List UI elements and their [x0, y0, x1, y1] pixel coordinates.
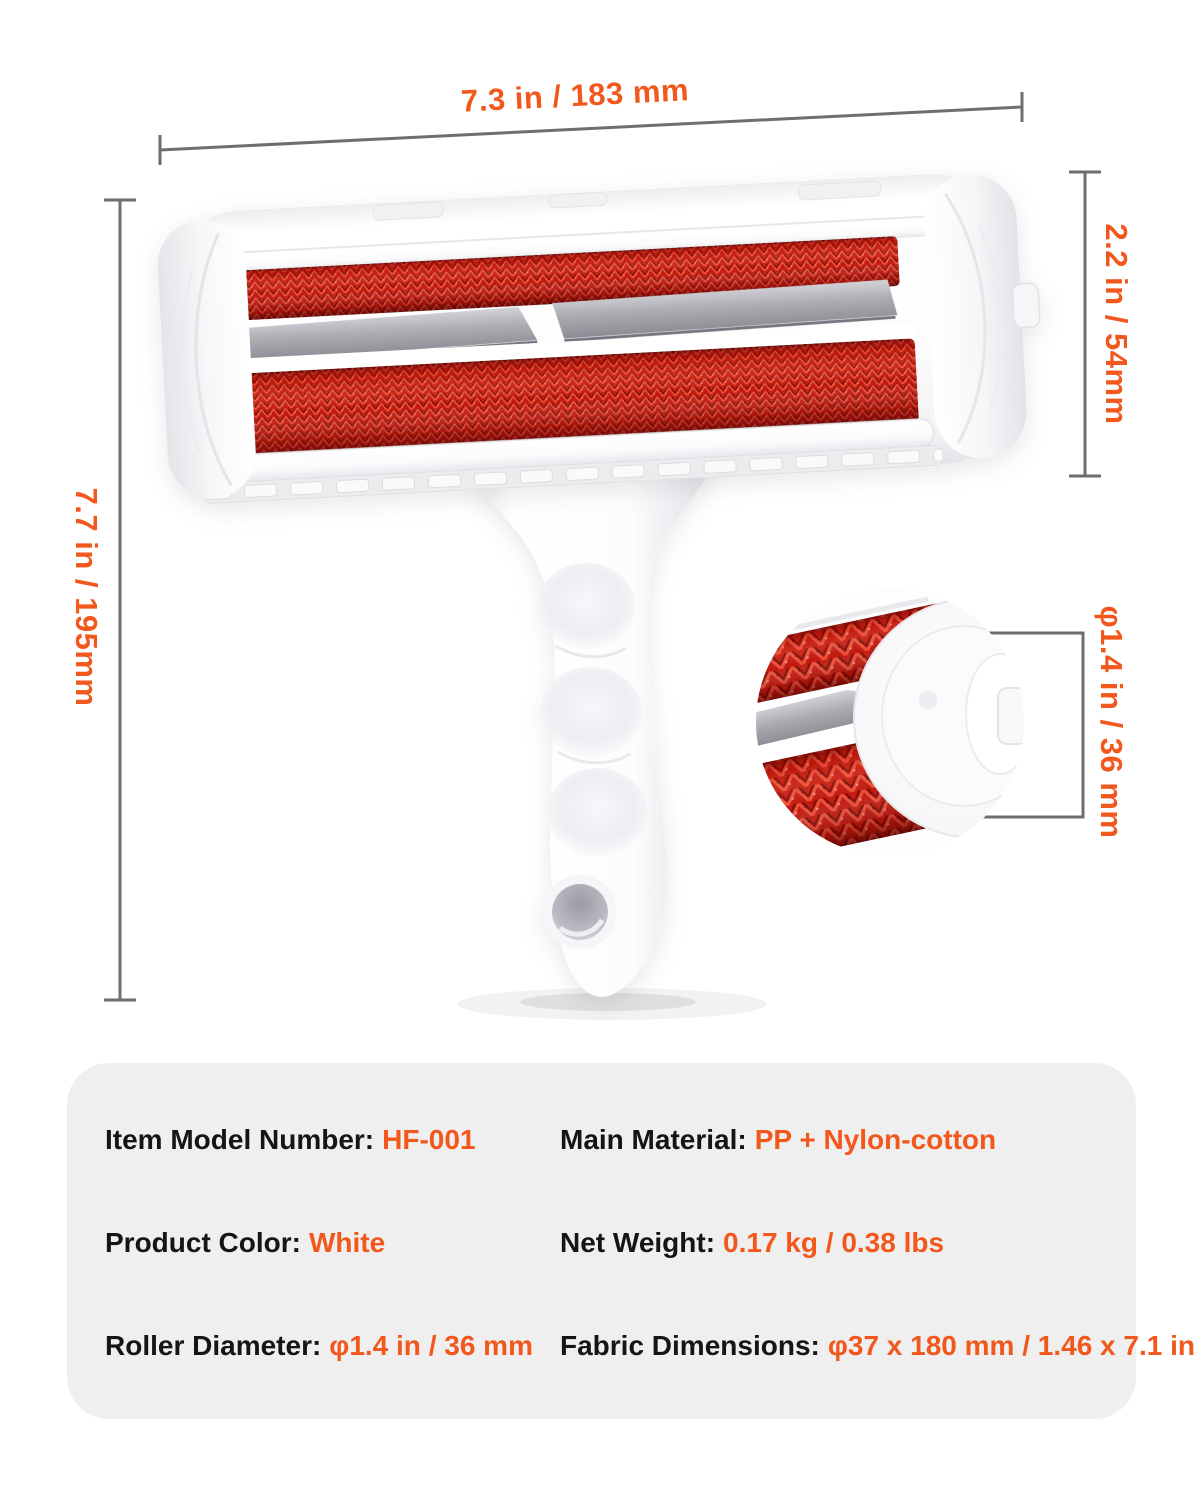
spec-label: Main Material:	[560, 1124, 747, 1155]
spec-item-roller-diameter	[105, 1329, 560, 1432]
dimension-roller-height-line	[1069, 172, 1101, 476]
spec-value: 0.17 kg / 0.38 lbs	[723, 1227, 945, 1258]
spec-value: HF-001	[382, 1124, 476, 1155]
spec-label: Roller Diameter:	[105, 1330, 322, 1361]
magnifier-detail-circle	[631, 532, 1098, 931]
dimension-roller-height-label: 2.2 in / 54mm	[1099, 223, 1134, 425]
spec-item-fabric-dimensions	[560, 1329, 1195, 1432]
spec-label: Product Color:	[105, 1227, 301, 1258]
dimension-height-label: 7.7 in / 195mm	[69, 487, 104, 707]
product-handle	[468, 450, 712, 997]
spec-item-product-color	[105, 1226, 560, 1329]
left-end-cap	[156, 218, 258, 500]
right-end-cap	[922, 171, 1047, 460]
spec-label: Fabric Dimensions:	[560, 1330, 820, 1361]
product-roller-head	[155, 169, 1047, 506]
dimension-width-label: 7.3 in / 183 mm	[460, 72, 690, 119]
spec-card	[67, 1063, 1195, 1419]
spec-item-model-number	[105, 1123, 560, 1226]
spec-value: φ1.4 in / 36 mm	[329, 1330, 533, 1361]
spec-item-net-weight	[560, 1226, 1195, 1329]
dimension-roller-diameter-label: φ1.4 in / 36 mm	[1094, 605, 1129, 839]
spec-value: PP + Nylon-cotton	[754, 1124, 997, 1155]
handle-hole	[543, 875, 617, 949]
dimension-height-line	[104, 200, 136, 1000]
spec-item-main-material	[560, 1123, 1195, 1226]
spec-value: φ37 x 180 mm / 1.46 x 7.1 in	[827, 1330, 1195, 1361]
spec-label: Item Model Number:	[105, 1124, 375, 1155]
spec-value: White	[309, 1227, 386, 1258]
spec-label: Net Weight:	[560, 1227, 716, 1258]
